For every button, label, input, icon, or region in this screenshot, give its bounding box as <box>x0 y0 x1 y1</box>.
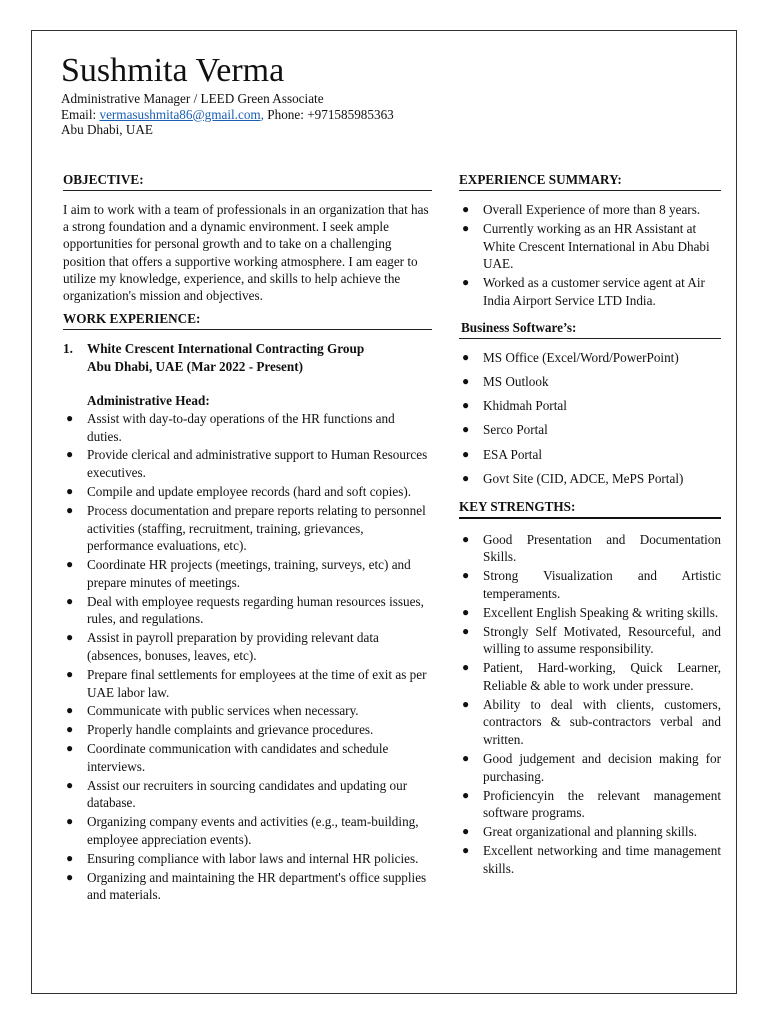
bullet-icon: ● <box>462 275 470 290</box>
resume-page <box>31 30 737 994</box>
job-role: Administrative Head: <box>87 393 210 409</box>
bullet-icon: ● <box>462 422 470 437</box>
company-name: White Crescent International Contracting Group <box>87 341 365 357</box>
list-item: ● Proficiencyin the relevant management software programs. <box>462 787 721 821</box>
list-item: ● Excellent networking and time management skills. <box>462 843 721 876</box>
list-item: ● Assist with day-to-day operations of the HR functions and duties. <box>66 410 395 444</box>
list-item: ● Overall Experience of more than 8 years. <box>462 202 701 217</box>
email-link[interactable]: vermasushmita86@gmail.com, <box>99 106 264 122</box>
list-item: ● Communicate with public services when necessary. <box>66 703 359 719</box>
phone-label: Phone: <box>267 106 304 122</box>
bullet-icon: ● <box>462 824 470 839</box>
bullet-icon: ● <box>462 787 470 802</box>
bullet-icon: ● <box>462 220 470 235</box>
right-column <box>459 171 721 879</box>
email-label: Email: <box>61 106 97 122</box>
work-experience-heading: WORK EXPERIENCE: <box>63 310 432 330</box>
list-item: ● Good judgement and decision making for purchasing. <box>462 751 721 784</box>
list-item: ● Worked as a customer service agent at Air India Airport Service LTD India. <box>462 275 705 308</box>
bullet-icon: ● <box>462 623 470 638</box>
list-item: ● Great organizational and planning skills. <box>462 824 698 840</box>
list-item: ● Organizing and maintaining the HR department's office supplies and materials. <box>66 869 427 903</box>
list-item: ● Patient, Hard-working, Quick Learner, Reliable & able to work under pressure. <box>462 660 721 693</box>
bullet-icon: ● <box>462 531 470 546</box>
list-item: ● Currently working as an HR Assistant at White Crescent International in Abu Dhabi UAE. <box>462 220 710 272</box>
list-item: ● Assist in payroll preparation by providing relevant data (absences, bonuses, leaves, etc). <box>66 630 379 664</box>
list-item: ● Coordinate HR projects (meetings, training, surveys, etc) and prepare minutes of meetings. <box>66 557 411 590</box>
software-list <box>459 349 721 488</box>
bullet-icon: ● <box>66 593 74 608</box>
resume-header <box>61 51 394 138</box>
bullet-icon: ● <box>66 741 74 756</box>
bullet-icon: ● <box>462 696 470 711</box>
bullet-icon: ● <box>462 398 470 413</box>
list-item: ● Coordinate communication with candidates and schedule interviews. <box>66 741 389 774</box>
list-item: ● Prepare final settlements for employees at the time of exit as per UAE labor law. <box>66 666 427 700</box>
list-item: ● ESA Portal <box>462 446 542 462</box>
list-item: ● Govt Site (CID, ADCE, MePS Portal) <box>462 470 684 486</box>
experience-summary-heading: EXPERIENCE SUMMARY: <box>459 171 721 191</box>
bullet-icon: ● <box>66 557 74 572</box>
bullet-icon: ● <box>66 666 74 681</box>
list-item: ● Serco Portal <box>462 422 548 438</box>
experience-summary-list <box>459 201 721 310</box>
bullet-icon: ● <box>462 751 470 766</box>
list-item: ● MS Outlook <box>462 373 549 389</box>
bullet-icon: ● <box>462 349 470 364</box>
candidate-title: Administrative Manager / LEED Green Associate <box>61 91 324 106</box>
list-item: ● Good Presentation and Documentation Skills. <box>462 531 721 565</box>
bullet-icon: ● <box>462 470 470 485</box>
left-column <box>63 171 432 905</box>
list-item: ● Assist our recruiters in sourcing candidates and updating our database. <box>66 777 408 811</box>
list-item: ● Deal with employee requests regarding human resources issues, rules, and regulations. <box>66 593 424 627</box>
list-item: ● Organizing company events and activities (e.g., team-building, employee appreciation events). <box>66 814 419 848</box>
company-location-dates: Abu Dhabi, UAE (Mar 2022 - Present) <box>87 358 304 374</box>
phone-number: +971585985363 <box>307 106 394 122</box>
candidate-location: Abu Dhabi, UAE <box>61 122 153 137</box>
list-item: ● Ability to deal with clients, customers, contractors & sub-contractors verbal and written. <box>462 696 721 748</box>
list-item: ● Strong Visualization and Artistic temperaments. <box>462 568 721 601</box>
list-item: ● Excellent English Speaking & writing skills. <box>462 604 719 620</box>
bullet-icon: ● <box>66 777 74 792</box>
key-strengths-list <box>459 531 721 878</box>
bullet-icon: ● <box>66 483 74 498</box>
objective-text: I aim to work with a team of professionals in an organization that has a strong foundation and a dynamic environment. I seek ample opportunities for personal growth and to take on a challenging position that offers a supportive working atmosphere. I am eager to utilize my knowledge, experience, and skills to help achieve the organization's mission and objectives. <box>63 202 429 304</box>
software-heading: Business Software’s: <box>459 319 721 339</box>
bullet-icon: ● <box>462 660 470 675</box>
candidate-name: Sushmita Verma <box>61 52 285 89</box>
list-item: ● Process documentation and prepare reports relating to personnel activities (staffing, recruitment, training, grievances, performance evaluations, etc). <box>66 502 426 554</box>
list-item: ● Ensuring compliance with labor laws and internal HR policies. <box>66 850 419 866</box>
list-item: ● Properly handle complaints and grievance procedures. <box>66 722 374 738</box>
bullet-icon: ● <box>66 447 74 462</box>
bullet-icon: ● <box>66 410 74 425</box>
bullet-icon: ● <box>66 869 74 884</box>
bullet-icon: ● <box>66 502 74 517</box>
list-item: ● Khidmah Portal <box>462 398 567 414</box>
duties-list <box>63 410 432 905</box>
bullet-icon: ● <box>462 568 470 583</box>
bullet-icon: ● <box>66 814 74 829</box>
list-item: ● Compile and update employee records (hard and soft copies). <box>66 483 412 499</box>
bullet-icon: ● <box>462 446 470 461</box>
bullet-icon: ● <box>66 703 74 718</box>
bullet-icon: ● <box>462 373 470 388</box>
key-strengths-heading: KEY STRENGTHS: <box>459 498 721 519</box>
job-number: 1. <box>63 341 73 357</box>
list-item: ● Strongly Self Motivated, Resourceful, and willing to assume responsibility. <box>462 623 721 657</box>
list-item: ● MS Office (Excel/Word/PowerPoint) <box>462 349 679 365</box>
job-company <box>63 340 432 375</box>
bullet-icon: ● <box>66 722 74 737</box>
list-item: ● Provide clerical and administrative support to Human Resources executives. <box>66 447 428 481</box>
bullet-icon: ● <box>462 604 470 619</box>
bullet-icon: ● <box>462 843 470 858</box>
objective-heading: OBJECTIVE: <box>63 171 432 191</box>
bullet-icon: ● <box>66 850 74 865</box>
bullet-icon: ● <box>462 202 470 216</box>
bullet-icon: ● <box>66 630 74 645</box>
contact-line <box>61 107 394 123</box>
